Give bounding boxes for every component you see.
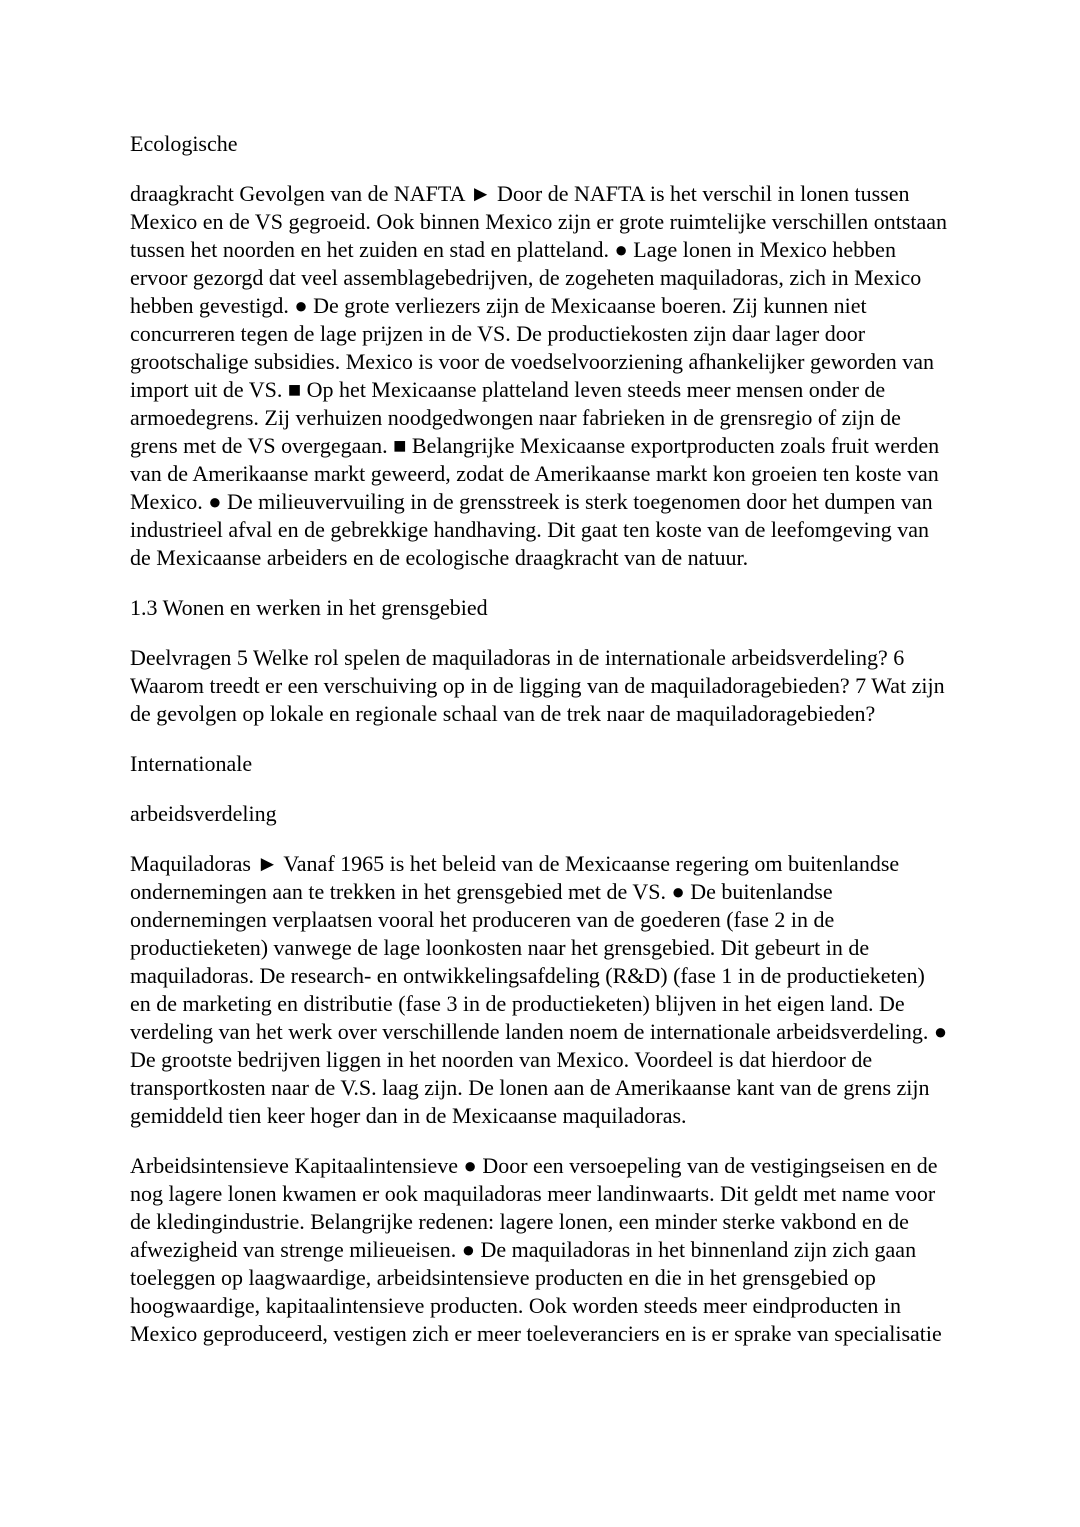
section-heading-1-3: 1.3 Wonen en werken in het grensgebied bbox=[130, 595, 488, 620]
paragraph-arbeidsintensieve-kapitaalintensieve: Arbeidsintensieve Kapitaalintensieve ● Door een versoepeling van de vestigingseisen en de nog lagere lonen kwamen er ook maquiladoras meer landinwaarts. Dit geldt met name voor de kledingindustrie. Belangrijke redenen: lagere lonen, een minder sterke vakbond en de afwezigheid van strenge milieueisen. ● De maquiladoras in het binnenland zijn zich gaan toeleggen op laagwaardige, arbeidsintensieve producten en die in het grensgebied op hoogwaardige, kapitaalintensieve producten. Ook worden steeds meer eindproducten in Mexico geproduceerd, vestigen zich er meer toeleveranciers en is er sprake van specialisatie bbox=[130, 1153, 942, 1346]
paragraph-nafta-gevolgen: draagkracht Gevolgen van de NAFTA ► Door de NAFTA is het verschil in lonen tussen Mexico en de VS gegroeid. Ook binnen Mexico zijn er grote ruimtelijke verschillen ontstaan tussen het noorden en het zuiden en stad en platteland. ● Lage lonen in Mexico hebben ervoor gezorgd dat veel assemblagebedrijven, de zogeheten maquiladoras, zich in Mexico hebben gevestigd. ● De grote verliezers zijn de Mexicaanse boeren. Zij kunnen niet concurreren tegen de lage prijzen in de VS. De productiekosten zijn daar lager door grootschalige subsidies. Mexico is voor de voedselvoorziening afhankelijker geworden van import uit de VS. ■ Op het Mexicaanse platteland leven steeds meer mensen onder de armoedegrens. Zij verhuizen noodgedwongen naar fabrieken in de grensregio of zijn de grens met de VS overgegaan. ■ Belangrijke Mexicaanse exportproducten zoals fruit werden van de Amerikaanse markt geweerd, zodat de Amerikaanse markt kon groeien ten koste van Mexico. ● De milieuvervuiling in de grensstreek is sterk toegenomen door het dumpen van industrieel afval en de gebrekkige handhaving. Dit gaat ten koste van de leefomgeving van de Mexicaanse arbeiders en de ecologische draagkracht van de natuur. bbox=[130, 181, 948, 570]
keyword-heading-arbeidsverdeling: arbeidsverdeling bbox=[130, 801, 277, 826]
keyword-heading-internationale: Internationale bbox=[130, 751, 253, 776]
paragraph-maquiladoras: Maquiladoras ► Vanaf 1965 is het beleid van de Mexicaanse regering om buitenlandse ondernemingen aan te trekken in het grensgebied met de VS. ● De buitenlandse ondernemingen verplaatsen vooral het produceren van de goederen (fase 2 in de productieketen) vanwege de lage loonkosten naar het grensgebied. Dit gebeurt in de maquiladoras. De research- en ontwikkelingsafdeling (R&D) (fase 1 in de productieketen) en de marketing en distributie (fase 3 in de productieketen) blijven in het eigen land. De verdeling van het werk over verschillende landen noem de internationale arbeidsverdeling. ● De grootste bedrijven liggen in het noorden van Mexico. Voordeel is dat hierdoor de transportkosten naar de V.S. laag zijn. De lonen aan de Amerikaanse kant van de grens zijn gemiddeld tien keer hoger dan in de Mexicaanse maquiladoras. bbox=[130, 851, 948, 1128]
paragraph-deelvragen: Deelvragen 5 Welke rol spelen de maquiladoras in de internationale arbeidsverdeling? 6 Waarom treedt er een verschuiving op in de ligging van de maquiladoragebieden? 7 Wat zijn de gevolgen op lokale en regionale schaal van de trek naar de maquiladoragebieden? bbox=[130, 645, 945, 726]
keyword-heading-ecologische: Ecologische bbox=[130, 131, 238, 156]
